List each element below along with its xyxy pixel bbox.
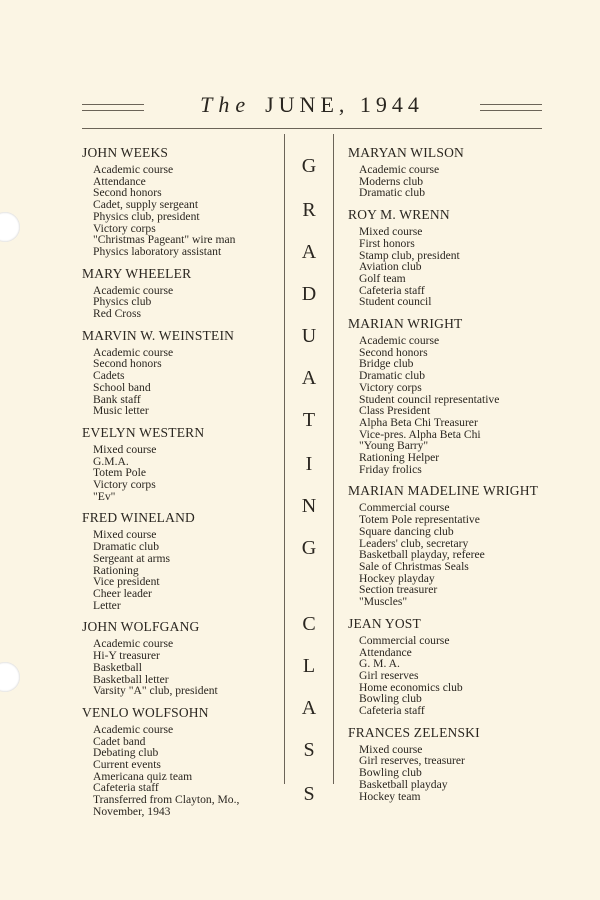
activity-item: Bridge club (359, 357, 414, 371)
activity-item: Attendance (93, 174, 146, 188)
activity-item: Americana quiz team (93, 769, 193, 783)
left-column (82, 144, 292, 825)
activity-item: Dramatic club (93, 540, 159, 554)
activity-list (348, 226, 578, 308)
student-name: MARIAN MADELINE WRIGHT (348, 483, 539, 499)
student-name: JEAN YOST (348, 615, 421, 631)
activity-item: Basketball letter (93, 672, 169, 686)
activity-item: Commercial course (359, 501, 450, 515)
activity-item: Debating club (93, 746, 159, 760)
student-entry (82, 618, 292, 697)
activity-item: Girl reserves, treasurer (359, 754, 465, 768)
activity-item: Academic course (93, 163, 174, 176)
activity-item: Current events (93, 758, 161, 772)
activity-item: Golf team (359, 271, 406, 285)
activity-item: Varsity "A" club, president (93, 684, 218, 698)
activity-item: Student council representative (359, 392, 500, 406)
activity-item: Transferred from Clayton, Mo., (93, 793, 240, 807)
activity-item: Dramatic club (359, 369, 425, 383)
activity-list (82, 347, 292, 417)
activity-item: Moderns club (359, 174, 424, 188)
vertical-letter: T (302, 409, 316, 431)
student-name: FRANCES ZELENSKI (348, 724, 480, 740)
activity-item: Basketball playday, referee (359, 548, 485, 562)
activity-item: Physics laboratory assistant (93, 244, 222, 258)
student-name: EVELYN WESTERN (82, 424, 205, 440)
activity-item: Mixed course (93, 442, 157, 456)
activity-list (348, 744, 578, 803)
activity-list (348, 335, 578, 475)
student-entry (348, 144, 578, 199)
activity-item: Commercial course (359, 633, 450, 647)
title-text: JUNE, 1944 (265, 92, 424, 117)
activity-item: Rationing Helper (359, 451, 440, 465)
student-name: ROY M. WRENN (348, 207, 450, 223)
student-entry (348, 482, 578, 607)
student-entry (82, 265, 292, 320)
activity-item: Attendance (359, 645, 412, 659)
activity-list (82, 164, 292, 258)
activity-item: Hockey team (359, 789, 421, 803)
student-name: MARY WHEELER (82, 265, 192, 281)
activity-item: Stamp club, president (359, 248, 460, 262)
activity-item: Sergeant at arms (93, 551, 171, 565)
activity-list (82, 529, 292, 611)
activity-item: Cafeteria staff (359, 283, 425, 297)
activity-item: G. M. A. (359, 657, 400, 671)
graduating-class-vertical (285, 140, 333, 820)
activity-list (348, 635, 578, 717)
student-name: MARVIN W. WEINSTEIN (82, 327, 235, 343)
right-column (348, 144, 578, 809)
activity-list (82, 638, 292, 697)
activity-item: Home economics club (359, 680, 463, 694)
activity-item: G.M.A. (93, 454, 129, 468)
vertical-letter: A (301, 241, 317, 263)
activity-item: Hockey playday (359, 571, 435, 585)
activity-item: Aviation club (359, 260, 422, 274)
student-entry (348, 315, 578, 475)
activity-item: Physics club (93, 295, 152, 309)
student-entry (82, 704, 292, 818)
activity-item: Totem Pole representative (359, 513, 480, 527)
activity-item: Sale of Christmas Seals (359, 559, 469, 573)
activity-list (348, 164, 578, 199)
student-entry (82, 424, 292, 503)
activity-item: Victory corps (93, 478, 156, 492)
student-entry (348, 206, 578, 308)
student-entry (348, 724, 578, 803)
vertical-letter: S (303, 739, 315, 761)
header-rule-left (82, 104, 144, 111)
activity-item: Dramatic club (359, 186, 425, 200)
activity-item: Mixed course (359, 742, 423, 756)
activity-item: First honors (359, 236, 415, 250)
activity-item: Section treasurer (359, 583, 438, 597)
activity-item: Alpha Beta Chi Treasurer (359, 415, 478, 429)
activity-item: Hi-Y treasurer (93, 649, 160, 663)
activity-item: Academic course (93, 637, 174, 651)
activity-item: Physics club, president (93, 209, 200, 223)
activity-item: Academic course (93, 345, 174, 359)
student-entry (348, 615, 578, 717)
student-entry (82, 144, 292, 258)
activity-item: "Young Barry" (359, 439, 429, 453)
activity-item: Second honors (359, 345, 428, 359)
activity-item: Vice president (93, 575, 160, 589)
page-header (82, 92, 542, 122)
activity-item: Rationing (93, 563, 139, 577)
activity-item: Bank staff (93, 392, 141, 406)
student-name: VENLO WOLFSOHN (82, 704, 209, 720)
page-title (162, 92, 462, 118)
student-name: JOHN WEEKS (82, 145, 169, 160)
vertical-letter: U (301, 325, 317, 347)
activity-item: Cadets (93, 369, 125, 383)
activity-item: Class President (359, 404, 431, 418)
activity-item: Victory corps (93, 221, 156, 235)
vertical-letter: G (301, 537, 317, 559)
activity-item: Leaders' club, secretary (359, 536, 469, 550)
student-entry (82, 509, 292, 611)
activity-item: Cadet band (93, 734, 146, 748)
vertical-letter: D (301, 283, 317, 305)
activity-item: Student council (359, 295, 432, 309)
header-underline (82, 128, 542, 129)
column-divider-right (333, 134, 334, 784)
activity-list (348, 502, 578, 607)
activity-item: Academic course (359, 334, 440, 348)
vertical-letter: G (301, 155, 317, 177)
activity-item: Bowling club (359, 766, 422, 780)
student-name: MARYAN WILSON (348, 145, 464, 160)
activity-list (82, 285, 292, 320)
activity-item: Second honors (93, 357, 162, 371)
activity-list (82, 724, 292, 818)
activity-item: Cafeteria staff (359, 704, 425, 718)
student-entry (82, 327, 292, 417)
vertical-letter: A (301, 697, 317, 719)
student-name: FRED WINELAND (82, 510, 195, 526)
vertical-letter: A (301, 367, 317, 389)
title-prefix: The (200, 92, 252, 117)
vertical-letter: S (303, 783, 315, 805)
activity-item: November, 1943 (93, 804, 171, 818)
activity-item: Totem Pole (93, 466, 146, 480)
activity-item: Second honors (93, 186, 162, 200)
activity-item: Bowling club (359, 692, 422, 706)
header-rule-right (480, 104, 542, 111)
activity-item: School band (93, 380, 151, 394)
activity-item: Basketball (93, 660, 142, 674)
activity-item: "Muscles" (359, 595, 408, 609)
student-name: MARIAN WRIGHT (348, 316, 463, 332)
activity-item: Friday frolics (359, 462, 422, 476)
punch-hole (0, 662, 20, 692)
activity-item: Music letter (93, 404, 149, 418)
activity-item: Cheer leader (93, 586, 152, 600)
student-name: JOHN WOLFGANG (82, 619, 200, 635)
activity-list (82, 444, 292, 503)
activity-item: Cafeteria staff (93, 781, 159, 795)
vertical-letter: L (302, 655, 316, 677)
punch-hole (0, 212, 20, 242)
vertical-letter: I (305, 453, 313, 475)
activity-item: Basketball playday (359, 777, 448, 791)
activity-item: Letter (93, 598, 121, 612)
activity-item: Victory corps (359, 380, 422, 394)
activity-item: Academic course (93, 283, 174, 297)
activity-item: Cadet, supply sergeant (93, 198, 199, 212)
activity-item: Square dancing club (359, 524, 454, 538)
activity-item: Academic course (359, 163, 440, 176)
activity-item: Mixed course (93, 528, 157, 542)
activity-item: Red Cross (93, 307, 141, 321)
activity-item: "Ev" (93, 489, 116, 503)
activity-item: "Christmas Pageant" wire man (93, 233, 236, 247)
activity-item: Mixed course (359, 225, 423, 239)
vertical-letter: R (302, 199, 316, 221)
activity-item: Vice-pres. Alpha Beta Chi (359, 427, 481, 441)
vertical-letter: N (301, 495, 317, 517)
activity-item: Girl reserves (359, 668, 419, 682)
activity-item: Academic course (93, 722, 174, 736)
vertical-letter: C (302, 613, 316, 635)
